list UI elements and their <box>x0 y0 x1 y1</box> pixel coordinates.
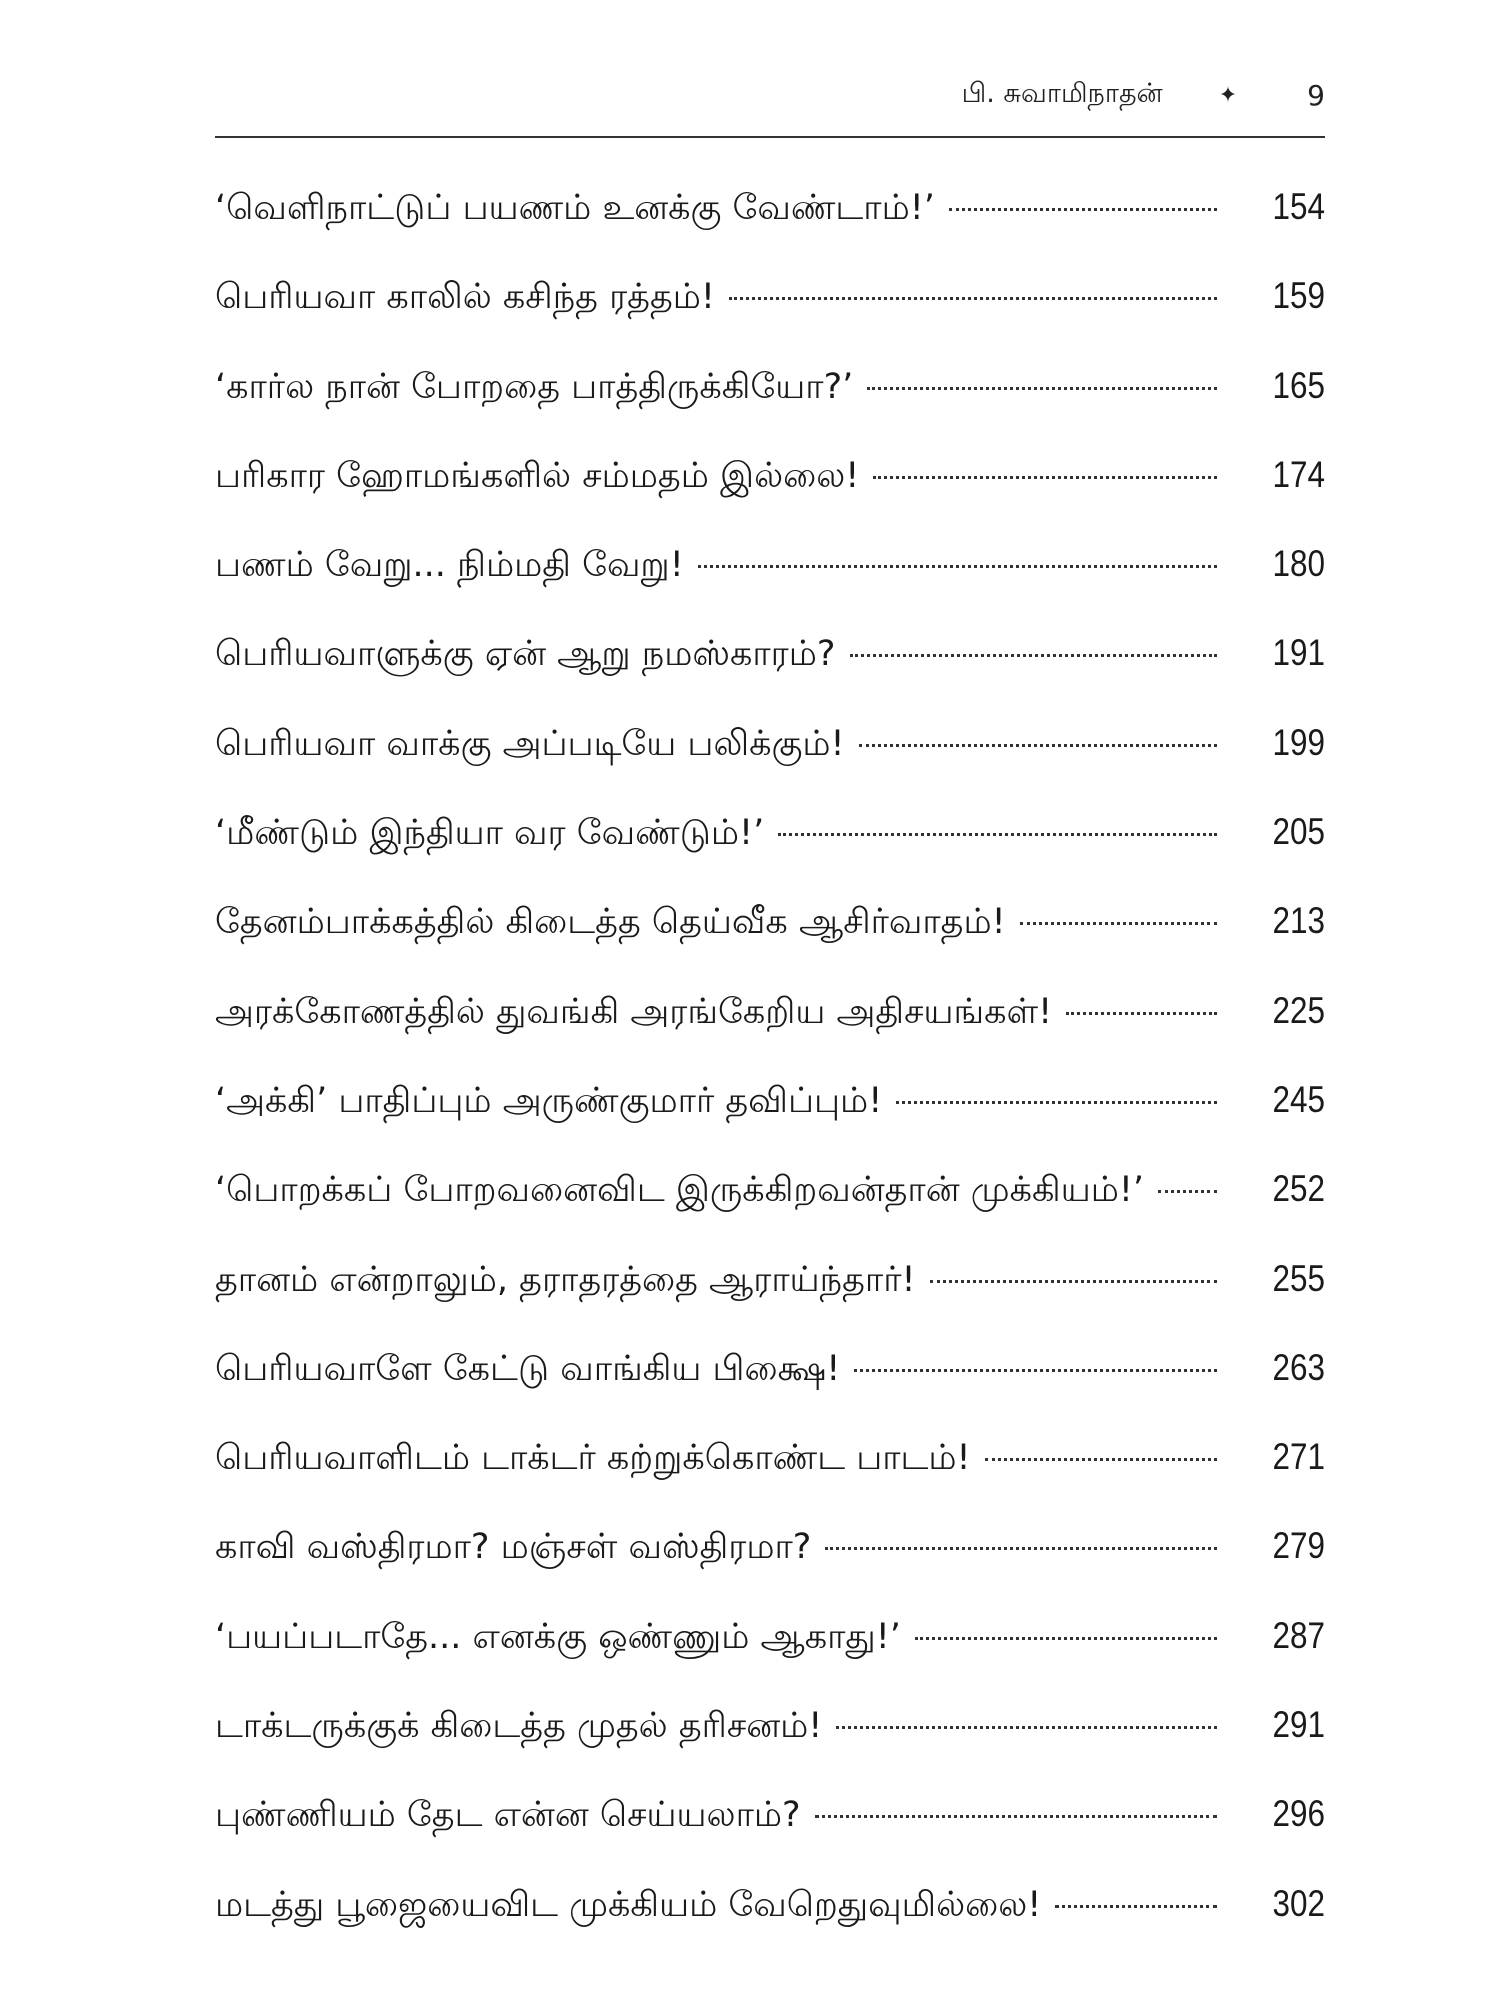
toc-entry[interactable] <box>215 341 1325 430</box>
toc-entry[interactable] <box>215 1412 1325 1501</box>
dot-leader <box>698 565 1217 568</box>
toc-entry-page: 245 <box>1272 1078 1325 1120</box>
toc-entry[interactable] <box>215 1591 1325 1680</box>
toc-entry-page: 159 <box>1272 275 1325 317</box>
toc-entry-page: 287 <box>1272 1614 1325 1656</box>
toc-entry-page: 263 <box>1272 1346 1325 1388</box>
toc-entry-title: ‘பயப்படாதே... எனக்கு ஒண்ணும் ஆகாது!’ <box>215 1616 901 1657</box>
toc-entry-page: 252 <box>1272 1168 1325 1210</box>
dot-leader <box>825 1547 1217 1550</box>
dot-leader <box>836 1726 1217 1729</box>
toc-entry-title: அரக்கோணத்தில் துவங்கி அரங்கேறிய அதிசயங்கள்! <box>215 991 1053 1032</box>
toc-entry-title: பெரியவாளே கேட்டு வாங்கிய பிக்ஷை! <box>215 1348 841 1389</box>
toc-entry-title: புண்ணியம் தேட என்ன செய்யலாம்? <box>215 1795 801 1836</box>
toc-entry-title: பெரியவா வாக்கு அப்படியே பலிக்கும்! <box>215 723 845 764</box>
toc-entry[interactable] <box>215 162 1325 251</box>
dot-leader <box>1158 1190 1217 1193</box>
toc-entry[interactable] <box>215 876 1325 965</box>
toc-entry-page: 302 <box>1272 1882 1325 1924</box>
dot-leader <box>815 1815 1217 1818</box>
toc-entry-title: ‘கார்ல நான் போறதை பாத்திருக்கியோ?’ <box>215 366 854 407</box>
toc-entry[interactable] <box>215 251 1325 340</box>
toc-entry-page: 199 <box>1272 721 1325 763</box>
toc-entry-title: பெரியவாளுக்கு ஏன் ஆறு நமஸ்காரம்? <box>215 634 836 675</box>
toc-entry-page: 180 <box>1272 543 1325 585</box>
toc-entry-page: 205 <box>1272 811 1325 853</box>
toc-entry-page: 279 <box>1272 1525 1325 1567</box>
dot-leader <box>854 1369 1217 1372</box>
dot-leader <box>873 476 1217 479</box>
toc-entry-page: 174 <box>1272 453 1325 495</box>
toc-entry[interactable] <box>215 1859 1325 1948</box>
toc-entry[interactable] <box>215 1234 1325 1323</box>
dot-leader <box>915 1637 1217 1640</box>
header-divider <box>215 136 1325 138</box>
dot-leader <box>859 744 1217 747</box>
toc-entry[interactable] <box>215 1501 1325 1590</box>
toc-entry[interactable] <box>215 1680 1325 1769</box>
dot-leader <box>850 654 1218 657</box>
toc-entry-title: காவி வஸ்திரமா? மஞ்சள் வஸ்திரமா? <box>215 1527 812 1568</box>
dot-leader <box>949 208 1217 211</box>
toc-entry-title: பணம் வேறு... நிம்மதி வேறு! <box>215 545 684 586</box>
author-name: பி. சுவாமிநாதன் <box>961 77 1163 109</box>
dot-leader <box>896 1101 1217 1104</box>
toc-entry-page: 191 <box>1272 632 1325 674</box>
dot-leader <box>729 297 1217 300</box>
toc-entry[interactable] <box>215 608 1325 697</box>
toc-entry-title: டாக்டருக்குக் கிடைத்த முதல் தரிசனம்! <box>215 1706 823 1747</box>
toc-entry-title: மடத்து பூஜையைவிட முக்கியம் வேறெதுவுமில்லை! <box>215 1884 1042 1925</box>
dot-leader <box>1020 922 1217 925</box>
toc-entry[interactable] <box>215 787 1325 876</box>
dot-leader <box>778 833 1217 836</box>
toc-entry-title: ‘வெளிநாட்டுப் பயணம் உனக்கு வேண்டாம்!’ <box>215 188 935 228</box>
toc-entry[interactable] <box>215 1144 1325 1233</box>
toc-entry[interactable] <box>215 1769 1325 1858</box>
running-header <box>215 70 1325 120</box>
toc-entry-title: பரிகார ஹோமங்களில் சம்மதம் இல்லை! <box>215 455 860 496</box>
toc-entry-page: 213 <box>1272 900 1325 942</box>
toc-entry[interactable] <box>215 698 1325 787</box>
toc-entry-title: பெரியவா காலில் கசிந்த ரத்தம்! <box>215 277 715 318</box>
dot-leader <box>1055 1905 1217 1908</box>
toc-entry-page: 154 <box>1272 186 1325 227</box>
toc-entry-title: தேனம்பாக்கத்தில் கிடைத்த தெய்வீக ஆசிர்வாதம்! <box>215 902 1006 943</box>
dot-leader <box>985 1458 1217 1461</box>
toc-entry[interactable] <box>215 1055 1325 1144</box>
toc-entry[interactable] <box>215 519 1325 608</box>
toc-entry-page: 165 <box>1272 364 1325 406</box>
toc-entry[interactable] <box>215 1323 1325 1412</box>
toc-entry[interactable] <box>215 430 1325 519</box>
toc-entry-title: ‘மீண்டும் இந்தியா வர வேண்டும்!’ <box>215 813 765 854</box>
toc-entry-page: 225 <box>1272 989 1325 1031</box>
dot-leader <box>930 1280 1217 1283</box>
dot-leader <box>1066 1012 1217 1015</box>
toc-entry-page: 291 <box>1272 1704 1325 1746</box>
toc-entry-title: ‘பொறக்கப் போறவனைவிட இருக்கிறவன்தான் முக்கியம்!’ <box>215 1170 1145 1211</box>
toc-entry-page: 255 <box>1272 1257 1325 1299</box>
toc-entry-title: ‘அக்கி’ பாதிப்பும் அருண்குமார் தவிப்பும்! <box>215 1080 883 1121</box>
dot-leader <box>867 387 1217 390</box>
ornament-icon: ✦ <box>1218 82 1238 108</box>
toc-entry-title: பெரியவாளிடம் டாக்டர் கற்றுக்கொண்ட பாடம்! <box>215 1438 971 1479</box>
toc-entry-page: 296 <box>1272 1793 1325 1835</box>
page-number: 9 <box>1307 78 1325 112</box>
toc-entry-page: 271 <box>1272 1436 1325 1478</box>
toc-entry-title: தானம் என்றாலும், தராதரத்தை ஆராய்ந்தார்! <box>215 1259 916 1300</box>
toc-entry[interactable] <box>215 966 1325 1055</box>
table-of-contents <box>215 162 1325 1948</box>
